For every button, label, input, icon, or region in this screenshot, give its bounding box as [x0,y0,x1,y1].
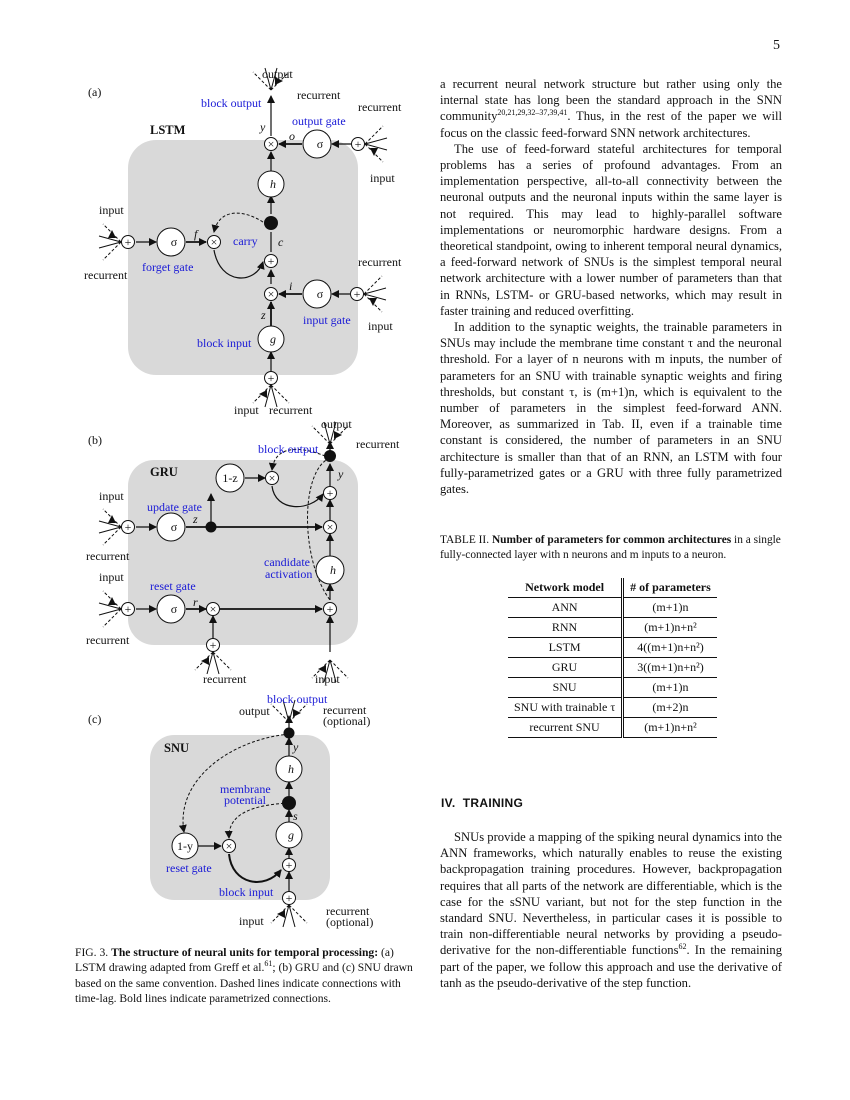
snu-label-reset-gate: reset gate [166,861,212,875]
table-row [508,658,717,678]
gru-plus-symbol-5: + [209,638,217,652]
table-cell-params: (m+1)n [623,678,717,698]
lstm-label-block-output: block output [201,96,262,110]
lstm-g-symbol: g [270,332,276,346]
snu-label-output: output [239,704,270,718]
table-header-params: # of parameters [623,578,717,598]
paragraph-2: The use of feed-forward stateful architectures for temporal problems has a series of profound advantages. From an implementation perspective, all-to-all connectivity between the neuronal outputs and the neuronal inputs within the same layer is not required. This may lead to highly-parallel software implementations or neuromorphic hardware designs. From a theoretical standpoint, owing to inherent temporal neural dynamics, a feed-forward network of SNUs is the simplest temporal neural network architecture with a lower number of parameters than that in RNNs, LSTM- or GRU-based networks, which may result in faster training and reduced overfitting. [440,141,782,318]
lstm-h-symbol: h [270,177,276,191]
snu-label-block-input: block input [219,885,274,899]
gru-label-activation: activation [265,567,313,581]
snu-membrane-node [282,796,296,810]
gru-label-z: z [193,512,198,526]
lstm-label-z: z [261,308,266,322]
table-row [508,638,717,658]
table-row [508,618,717,638]
lstm-label-f: f [194,227,198,241]
right-column [440,76,782,497]
snu-h-symbol: h [288,762,294,776]
snu-label-input-bottom: input [239,914,264,928]
panel-b-gru [86,417,400,686]
lstm-label-output: output [262,67,293,81]
gru-times-symbol-3: × [209,602,217,616]
gru-title: GRU [150,465,178,479]
lstm-plus-symbol-5: + [124,235,132,249]
lstm-label-forget-gate: forget gate [142,260,194,274]
figure-3 [0,0,430,1005]
paragraph-1-refs: 20,21,29,32–37,39,41 [497,108,568,118]
lstm-label-recurrent-left: recurrent [84,268,128,282]
gru-sigma-symbol: σ [170,520,178,534]
training-paragraph [440,829,782,991]
gru-label-input-left-2: input [99,570,124,584]
table-cell-params: 3((m+1)n+n²) [623,658,717,678]
table-cell-model: SNU with trainable τ [508,698,623,718]
gru-label-block-output: block output [258,442,319,456]
snu-label-s: s [293,809,298,823]
snu-plus-symbol-2: + [285,891,293,905]
snu-g-symbol: g [288,828,294,842]
snu-label-optional-bottom: (optional) [326,915,374,929]
panel-a-lstm [84,67,402,417]
figure-caption-text-1: (a) LSTM drawing adapted from Greff et al. [75,946,394,975]
gru-output-node [324,450,336,462]
lstm-plus-symbol-4: + [267,371,275,385]
gru-label-one-minus-z: 1-z [222,471,238,485]
panel-c-snu [88,692,373,929]
table-header-row [508,578,717,598]
gru-plus-symbol-2: + [326,602,334,616]
table-cell-model: recurrent SNU [508,718,623,738]
figure-caption [75,945,420,1006]
gru-label-r: r [193,595,198,609]
table-label: TABLE II. [440,534,490,546]
table-row [508,718,717,738]
gru-times-symbol-2: × [326,520,334,534]
lstm-label-recurrent-bottom: recurrent [269,403,313,417]
lstm-label-input-gate: input gate [303,313,351,327]
table-title: Number of parameters for common architectures [491,534,732,546]
figure-caption-text-2: ; (b) GRU and (c) SNU drawn based on the same convention. Dashed lines indicate connections with time-lag. Bold lines indicate parametrized connections. [75,961,413,1005]
section-title: TRAINING [462,796,524,810]
table-row [508,678,717,698]
lstm-label-c: c [278,235,284,249]
lstm-label-y: y [260,120,266,134]
figure-caption-ref: 61 [264,959,273,969]
lstm-sigma-symbol: σ [316,137,324,151]
training-text-b: . In the remaining part of the paper, we follow this approach and use the derivative of tanh as the pseudo-derivative of the step function. [440,943,782,990]
snu-label-potential: potential [224,793,266,807]
gru-plus-symbol: + [326,486,334,500]
section-number: IV. [441,796,456,810]
table-cell-params: (m+1)n+n² [623,718,717,738]
gru-label-output: output [321,417,352,431]
gru-z-node [206,522,217,533]
paragraph-1 [440,76,782,141]
lstm-cell-state [264,216,278,230]
lstm-label-output-gate: output gate [292,114,346,128]
panel-b-tag: (b) [88,433,102,447]
table-cell-model: LSTM [508,638,623,658]
lstm-label-input-right-2: input [368,319,393,333]
table-cell-model: ANN [508,598,623,618]
paragraph-1-text-b: . Thus, in the rest of the paper we will focus on the classic feed-forward SNN network architectures. [440,109,782,140]
gru-label-input-left: input [99,489,124,503]
paragraph-3: In addition to the synaptic weights, the trainable parameters in SNUs may include the membrane time constant τ and the neuronal threshold. For a layer of n neurons with m inputs, the number of parameters for an SNU with trainable synaptic weights and firing thresholds, but constant τ, is (m+1)n, which is equivalent to the number of parameters in the simplest feed-forward ANN. Moreover, as summarized in Tab. II, even if a trainable time constant is considered, the number of parameters in an SNU architecture is smaller than that of an RNN, an LSTM with four fully-parametrized gates or a GRU with three fully parametrized gates. [440,320,782,497]
gru-label-y: y [338,467,344,481]
lstm-times-symbol-2: × [267,287,275,301]
panel-a-tag: (a) [88,85,102,99]
lstm-label-input-bottom: input [234,403,259,417]
lstm-label-recurrent-right-2: recurrent [358,255,402,269]
snu-label-y: y [293,740,299,754]
table-row [508,698,717,718]
gru-times-symbol: × [268,471,276,485]
table-cell-model: RNN [508,618,623,638]
snu-label-membrane: membrane [220,782,271,796]
lstm-label-input-left: input [99,203,124,217]
snu-times-symbol: × [225,839,233,853]
page-number: 5 [773,38,780,53]
lstm-label-o: o [289,129,295,143]
gru-label-input-bottom: input [315,672,340,686]
snu-label-block-output: block output [267,692,328,706]
snu-title: SNU [164,741,190,755]
training-section [440,829,782,991]
gru-plus-symbol-3: + [124,520,132,534]
gru-sigma-symbol-2: σ [170,602,178,616]
lstm-label-carry: carry [233,234,258,248]
gru-label-candidate: candidate [264,555,310,569]
paragraph-1-text-a: a recurrent neural network structure but rather using only the internal state has long been the standard approach in the SNN community [440,77,782,124]
snu-label-optional: (optional) [323,714,371,728]
lstm-title: LSTM [150,123,186,137]
lstm-times-symbol-3: × [210,235,218,249]
panel-c-tag: (c) [88,712,102,726]
lstm-sigma-symbol-2: σ [316,287,324,301]
lstm-sigma-symbol-3: σ [170,235,178,249]
table-header-model: Network model [508,578,623,598]
figure-caption-title: The structure of neural units for temporal processing: [111,946,379,959]
table-cell-params: (m+2)n [623,698,717,718]
lstm-label-recurrent-top: recurrent [297,88,341,102]
training-ref: 62 [678,942,687,952]
figure-caption-label: FIG. 3. [75,946,109,959]
lstm-plus-symbol-2: + [267,254,275,268]
snu-label-recurrent-bottom: recurrent [326,904,370,918]
gru-label-recurrent-bottom: recurrent [203,672,247,686]
gru-plus-symbol-4: + [124,602,132,616]
table-cell-params: (m+1)n [623,598,717,618]
table-row [508,598,717,618]
table-caption-rest: in a single fully-connected layer with n neurons and m inputs to a neuron. [440,534,781,561]
table-cell-params: (m+1)n+n² [623,618,717,638]
lstm-label-input-right: input [370,171,395,185]
gru-label-recurrent-left: recurrent [86,549,130,563]
snu-label-one-minus-y: 1-y [177,839,193,853]
lstm-times-symbol: × [267,137,275,151]
snu-plus-symbol: + [285,858,293,872]
gru-label-recurrent-top: recurrent [356,437,400,451]
gru-label-reset-gate: reset gate [150,579,196,593]
snu-label-recurrent: recurrent [323,703,367,717]
table-cell-model: SNU [508,678,623,698]
parameters-table [508,578,717,738]
table-cell-model: GRU [508,658,623,678]
gru-label-recurrent-left-2: recurrent [86,633,130,647]
snu-output-node [284,728,295,739]
section-heading [441,796,523,810]
lstm-plus-symbol: + [354,137,362,151]
figure-diagram [0,0,430,1000]
gru-label-update-gate: update gate [147,500,202,514]
lstm-label-i: i [289,279,293,293]
lstm-label-recurrent-right: recurrent [358,100,402,114]
lstm-plus-symbol-3: + [353,287,361,301]
table-caption [440,533,785,563]
training-text-a: SNUs provide a mapping of the spiking neural dynamics into the ANN frameworks, which naturally enables to reuse the existing backpropagation training procedures. However, backpropagation requires that all parts of the network are differentiable, which is the case for the sSNU variant, but not for the step function in the standard SNU. Nevertheless, in particular cases it is possible to train non-differentiable neural networks by providing a pseudo-derivative for the non-differentiable functions [440,830,782,958]
table-cell-params: 4((m+1)n+n²) [623,638,717,658]
gru-h-symbol: h [330,563,336,577]
lstm-label-block-input: block input [197,336,252,350]
